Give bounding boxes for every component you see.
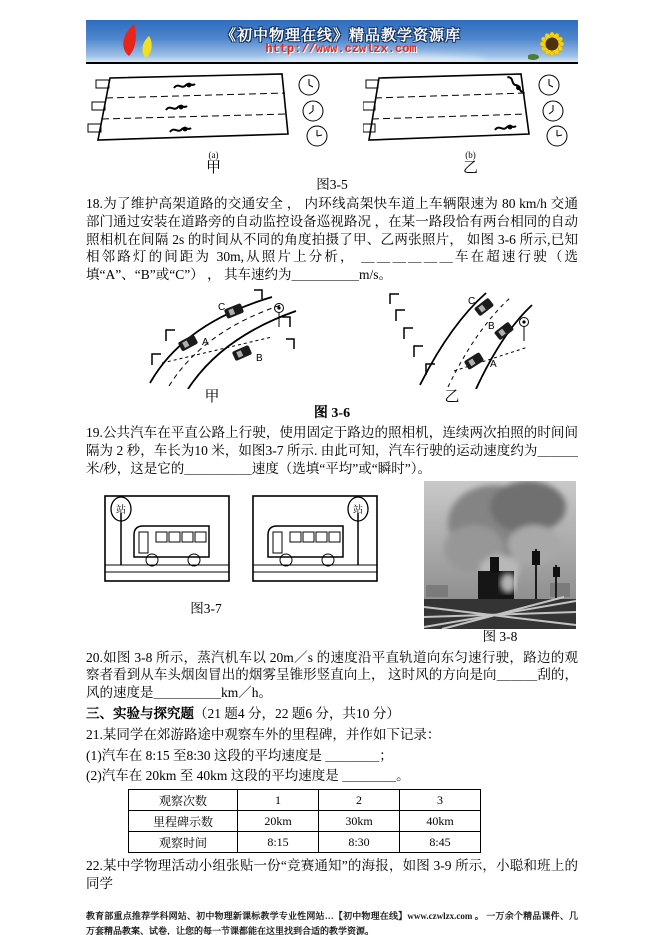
fig35-sub-b-label: (b)	[465, 150, 476, 160]
question-19: 19.公共汽车在平直公路上行驶，使用固定于路边的照相机，连续两次拍照的时间间隔为 2 秒，车长为10 米，如图3-7 所示. 由此可知，汽车行驶的运动速度约为＿＿＿米/秒，这是它的＿＿＿＿＿速度（选填“平均”或“瞬时”）。	[86, 425, 578, 476]
fig38-caption: 图 3-8	[482, 628, 518, 644]
banner-url: http://www.czwlzx.com	[265, 42, 417, 56]
table-cell: 8:15	[238, 832, 319, 853]
swimmer-icon	[495, 74, 524, 130]
fig35-pool-b	[363, 72, 578, 177]
bus-frame-2-icon	[252, 495, 378, 583]
table-cell: 1	[238, 790, 319, 811]
page-content	[86, 20, 578, 935]
bus-stop-sign-icon	[348, 497, 368, 565]
question-22: 22.某中学物理活动小组张贴一份“竞赛通知”的海报，如图 3-9 所示，小聪和班上的同学	[86, 858, 578, 891]
fig37-caption: 图3-7	[190, 600, 222, 616]
steam-train-photo	[424, 481, 576, 629]
table-cell: 30km	[319, 811, 400, 832]
road-diagram-yi-icon	[362, 287, 542, 389]
figure-3-6	[86, 287, 578, 406]
signal-lamp-icon	[520, 318, 529, 342]
road-diagram-jia-icon	[122, 287, 302, 389]
figures-3-7-and-3-8	[86, 481, 578, 646]
fig36-left-label: 甲	[204, 389, 220, 406]
table-cell: 里程碑示数	[129, 811, 238, 832]
table-cell: 40km	[400, 811, 481, 832]
stopwatch-icon	[539, 75, 567, 146]
page-footer: 教育部重点推荐学科网站、初中物理新课标教学专业性网站…【初中物理在线】www.czwlzx.com 。 一万余个精品课件、几万套精品教案、试卷，让您的每一节课都能在这里找到合适的教学资源。	[86, 910, 578, 935]
bus-stop-sign-label: 站	[353, 504, 363, 516]
bus-stop-sign-label: 站	[116, 504, 126, 516]
car-label: B	[488, 321, 495, 333]
section-3-title: 三、实验与探究题	[86, 705, 194, 721]
fig36-caption: 图 3-6	[313, 406, 351, 422]
fig35-sub-a-label: (a)	[208, 150, 219, 160]
street-lamp-icon	[390, 294, 435, 375]
fig35-right-label: 乙	[462, 160, 478, 176]
fig36-road-jia	[122, 287, 302, 406]
table-row	[129, 832, 481, 853]
table-cell: 8:30	[319, 832, 400, 853]
table-row	[129, 811, 481, 832]
section-3-heading	[86, 705, 578, 723]
table-cell: 8:45	[400, 832, 481, 853]
fig36-right-label: 乙	[444, 389, 460, 406]
stopwatch-icon	[299, 75, 327, 146]
figure-3-8	[424, 481, 576, 646]
bus-icon	[268, 526, 343, 566]
car-label: B	[256, 353, 263, 365]
bus-icon	[134, 526, 209, 566]
table-cell: 观察时间	[129, 832, 238, 853]
bus-stop-sign-icon	[111, 497, 131, 565]
site-banner	[86, 20, 578, 64]
section-3-note: （21 题4 分，22 题6 分，共10 分）	[194, 705, 400, 721]
table-cell: 20km	[238, 811, 319, 832]
question-21: 21.某同学在郊游路途中观察车外的里程碑，并作如下记录：	[86, 726, 441, 742]
fig35-caption: 图3-5	[316, 177, 348, 192]
car-icon	[178, 303, 253, 361]
question-20: 20.如图 3-8 所示，蒸汽机车以 20m／s 的速度沿平直轨道向东匀速行驶，路边的观察者看到从车头烟囱冒出的烟雾呈锥形竖直向上， 这时风的方向是向＿＿＿刮的， 风的速度是＿＿＿＿＿km／h。	[86, 649, 578, 701]
car-label: A	[490, 359, 497, 371]
table-cell: 观察次数	[129, 790, 238, 811]
car-label: C	[218, 302, 226, 314]
fig35-left-label: 甲	[205, 160, 221, 176]
question-21-sub1: (1)汽车在 8:15 至8:30 这段的平均速度是 ＿＿＿＿；	[86, 747, 393, 763]
car-label: A	[202, 337, 209, 349]
bus-frame-1-icon	[104, 495, 230, 583]
car-label: C	[468, 296, 476, 308]
sunflower-icon	[528, 26, 572, 62]
question-18: 18.为了维护高架道路的交通安全 ， 内环线高架快车道上车辆限速为 80 km/h 交通部门通过安装在道路旁的自动监控设备巡视路况 ，在某一路段恰有两台相同的自动照相机在间隔 2s 的时间从不同的角度拍摄了甲、乙两张照片， 如图 3-6 所示,已知相邻路灯的间距为 30m,从照片上分析， ＿＿＿＿＿＿车在超速行驶（选填“A”、“B”或“C”） ， 其车速约为＿＿＿＿＿m/s。	[86, 196, 578, 283]
question-21-sub2: (2)汽车在 20km 至 40km 这段的平均速度是 ＿＿＿＿。	[86, 768, 410, 784]
table-row	[129, 790, 481, 811]
observation-table	[128, 789, 481, 853]
swimmer-icon	[166, 83, 195, 132]
fig35-pool-a	[86, 72, 341, 177]
table-cell: 3	[400, 790, 481, 811]
figure-3-7	[86, 481, 386, 618]
site-logo-icon	[118, 23, 160, 59]
table-cell: 2	[319, 790, 400, 811]
pool-diagram-a-icon	[86, 72, 341, 150]
banner-title: 《初中物理在线》精品教学资源库	[220, 28, 461, 44]
figure-3-5	[86, 72, 578, 177]
fig36-road-yi	[362, 287, 542, 406]
pool-diagram-b-icon	[363, 72, 578, 150]
